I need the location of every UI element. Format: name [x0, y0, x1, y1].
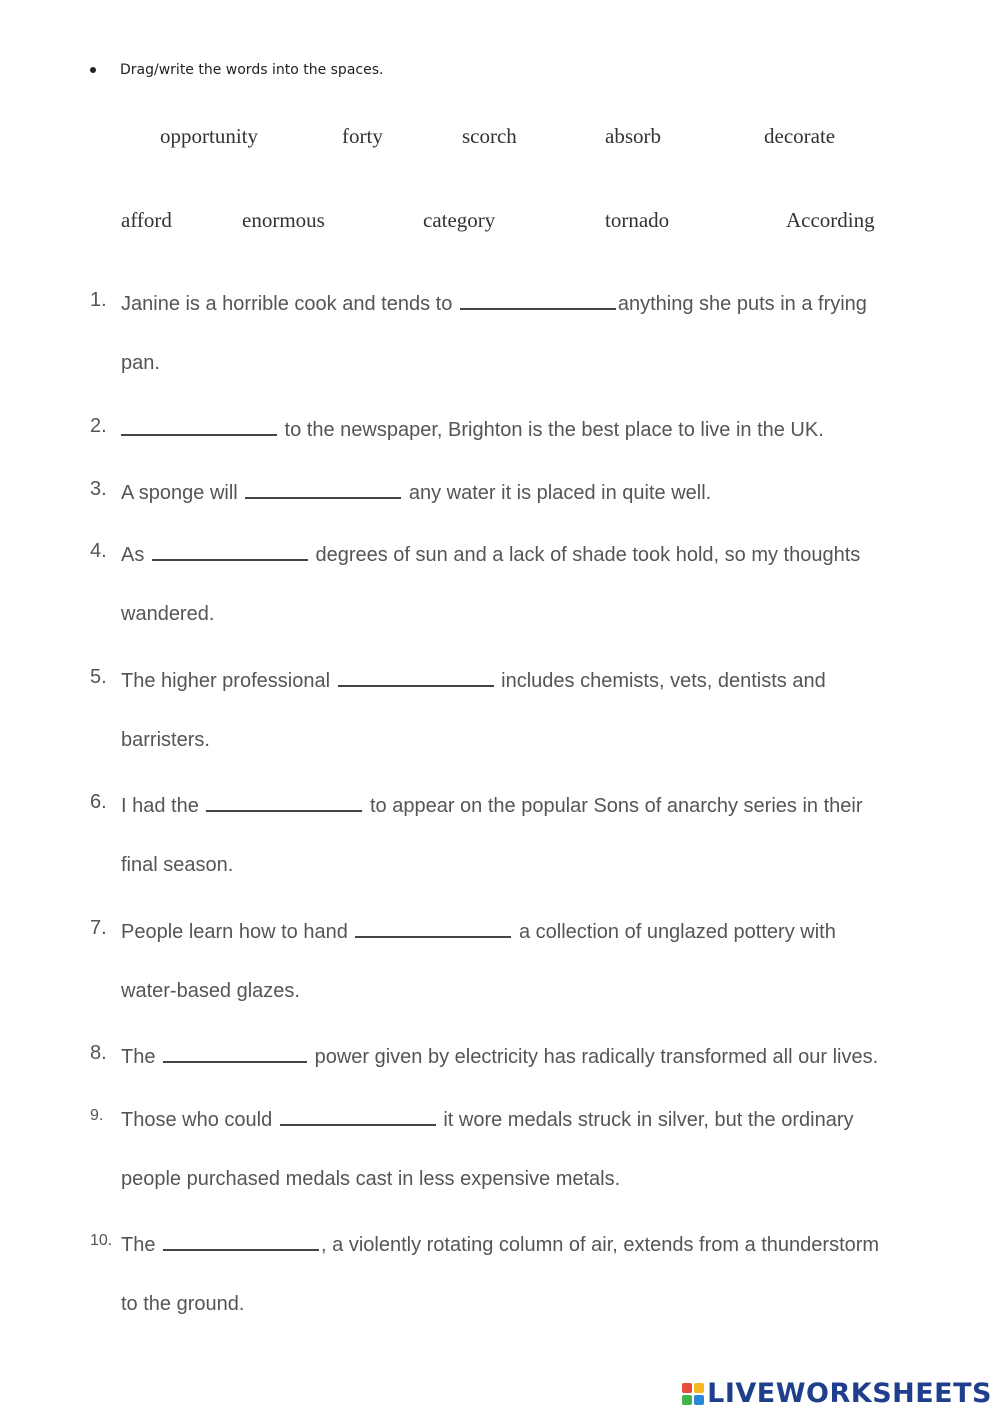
answer-blank-3[interactable] — [245, 475, 401, 499]
question-text: a collection of unglazed pottery with — [513, 921, 836, 943]
bullet-icon — [90, 67, 96, 73]
answer-blank-6[interactable] — [206, 788, 362, 812]
question-text: to the newspaper, Brighton is the best place to live in the UK. — [279, 419, 824, 441]
liveworksheets-logo — [682, 1378, 992, 1409]
word-opportunity[interactable]: opportunity — [160, 124, 258, 148]
question-text: power given by electricity has radically transformed all our lives. — [309, 1046, 879, 1068]
logo-icon — [682, 1383, 704, 1405]
question-number: 1. — [90, 289, 107, 311]
question-text: The — [121, 1046, 162, 1068]
answer-blank-7[interactable] — [355, 914, 511, 938]
question-text: includes chemists, vets, dentists and — [495, 670, 826, 692]
question-text: As — [121, 544, 150, 566]
question-text: any water it is placed in quite well. — [403, 482, 712, 504]
answer-blank-1[interactable] — [460, 286, 616, 310]
question-text: The higher professional — [121, 670, 336, 692]
question-text: it wore medals struck in silver, but the ordinary — [437, 1109, 854, 1131]
question-text: pan. — [121, 352, 160, 374]
question-number: 6. — [90, 791, 107, 813]
word-forty[interactable]: forty — [342, 124, 383, 148]
question-number: 8. — [90, 1042, 107, 1064]
question-text: , a violently rotating column of air, extends from a thunderstorm — [321, 1234, 880, 1256]
word-category[interactable]: category — [423, 208, 496, 232]
answer-blank-9[interactable] — [280, 1102, 436, 1126]
word-decorate[interactable]: decorate — [764, 124, 836, 148]
instruction-text: Drag/write the words into the spaces. — [120, 62, 384, 78]
answer-blank-5[interactable] — [338, 663, 494, 687]
question-text: The — [121, 1234, 162, 1256]
question-text: Janine is a horrible cook and tends to — [121, 293, 458, 315]
word-scorch[interactable]: scorch — [462, 124, 517, 148]
word-according[interactable]: According — [786, 208, 875, 232]
question-number: 9. — [90, 1107, 104, 1124]
question-text: anything she puts in a frying — [617, 293, 867, 315]
question-text: Those who could — [121, 1109, 278, 1131]
question-number: 5. — [90, 666, 107, 688]
word-absorb[interactable]: absorb — [605, 124, 661, 148]
answer-blank-8[interactable] — [163, 1039, 307, 1063]
word-enormous[interactable]: enormous — [242, 208, 325, 232]
question-text: A sponge will — [121, 482, 244, 504]
word-tornado[interactable]: tornado — [605, 208, 670, 232]
question-number: 3. — [90, 478, 107, 500]
question-text: water-based glazes. — [121, 980, 300, 1002]
question-text: to appear on the popular Sons of anarchy series in their — [364, 795, 863, 817]
instruction — [90, 62, 383, 78]
question-text: wandered. — [121, 603, 215, 625]
answer-blank-10[interactable] — [163, 1227, 319, 1251]
question-number: 10. — [90, 1232, 113, 1249]
question-text: to the ground. — [121, 1293, 245, 1315]
question-text: degrees of sun and a lack of shade took hold, so my thoughts — [309, 544, 861, 566]
answer-blank-2[interactable] — [121, 412, 277, 436]
question-text: final season. — [121, 854, 234, 876]
question-number: 2. — [90, 415, 107, 437]
question-text: people purchased medals cast in less expensive metals. — [121, 1168, 621, 1190]
logo-text: LIVEWORKSHEETS — [707, 1378, 992, 1409]
answer-blank-4[interactable] — [152, 537, 308, 561]
question-text: barristers. — [121, 729, 210, 751]
word-afford[interactable]: afford — [121, 208, 172, 232]
question-text: People learn how to hand — [121, 921, 354, 943]
question-number: 4. — [90, 540, 107, 562]
question-number: 7. — [90, 917, 107, 939]
question-text: I had the — [121, 795, 205, 817]
